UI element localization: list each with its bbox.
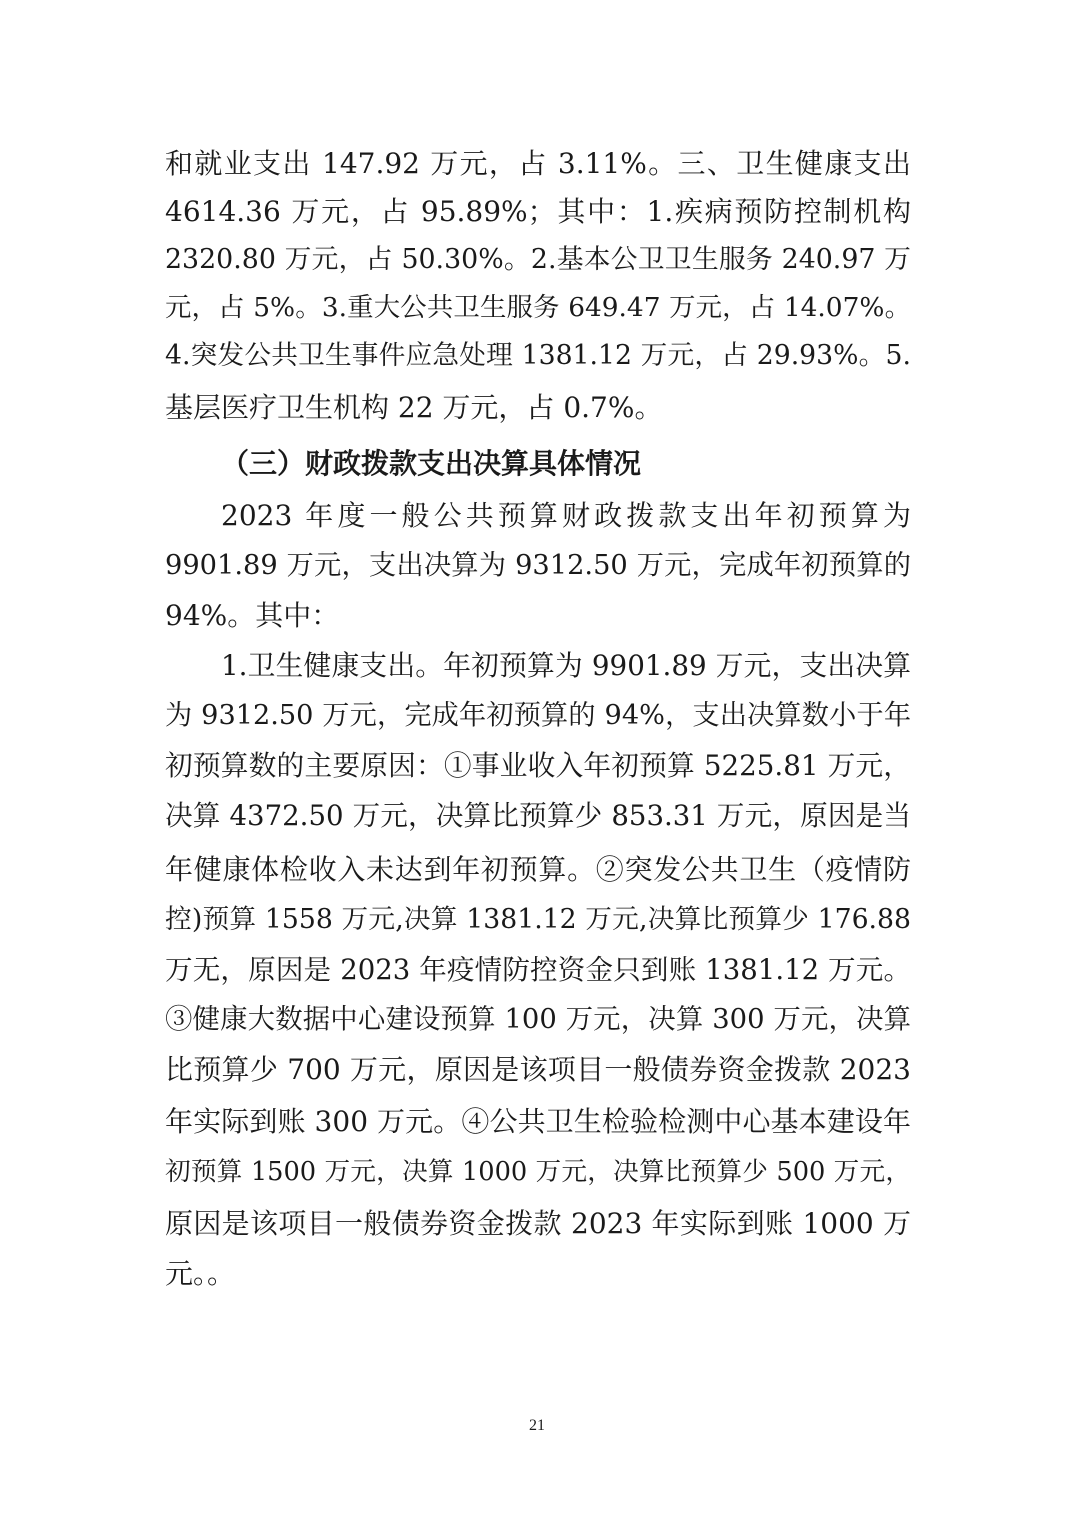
text-line: 控)预算 1558 万元,决算 1381.12 万元,决算比预算少 176.88	[165, 904, 911, 935]
text-line: 万无，原因是 2023 年疫情防控资金只到账 1381.12 万元。	[165, 954, 911, 986]
text-line: 决算 4372.50 万元，决算比预算少 853.31 万元，原因是当	[165, 799, 911, 832]
text-line: ③健康大数据中心建设预算 100 万元，决算 300 万元，决算	[165, 1004, 911, 1035]
text-line: 和就业支出 147.92 万元，占 3.11%。三、卫生健康支出	[165, 147, 911, 180]
text-line: 比预算少 700 万元，原因是该项目一般债券资金拨款 2023	[165, 1053, 911, 1086]
text-line: 元，占 5%。3.重大公共卫生服务 649.47 万元，占 14.07%。	[165, 293, 911, 323]
section-heading: （三）财政拨款支出决算具体情况	[221, 447, 642, 480]
text-line: 2023 年度一般公共预算财政拨款支出年初预算为	[221, 499, 911, 532]
text-line: 年健康体检收入未达到年初预算。②突发公共卫生（疫情防	[165, 853, 911, 886]
text-line: 为 9312.50 万元，完成年初预算的 94%，支出决算数小于年	[165, 700, 911, 731]
text-line: 初预算 1500 万元，决算 1000 万元，决算比预算少 500 万元，	[165, 1157, 911, 1187]
text-line: 初预算数的主要原因：①事业收入年初预算 5225.81 万元，	[165, 749, 911, 782]
page-number: 21	[529, 1417, 545, 1434]
text-line: 4.突发公共卫生事件应急处理 1381.12 万元，占 29.93%。5.	[165, 340, 911, 371]
text-line: 1.卫生健康支出。年初预算为 9901.89 万元，支出决算	[221, 649, 911, 682]
text-line: 元。。	[165, 1257, 236, 1290]
text-line: 基层医疗卫生机构 22 万元，占 0.7%。	[165, 391, 663, 424]
text-line: 94%。其中：	[165, 599, 340, 632]
text-line: 原因是该项目一般债券资金拨款 2023 年实际到账 1000 万	[165, 1207, 911, 1240]
text-line: 9901.89 万元，支出决算为 9312.50 万元，完成年初预算的	[165, 550, 911, 581]
text-line: 2320.80 万元，占 50.30%。2.基本公卫卫生服务 240.97 万	[165, 244, 911, 275]
text-line: 年实际到账 300 万元。④公共卫生检验检测中心基本建设年	[165, 1105, 911, 1138]
text-line: 4614.36 万元，占 95.89%；其中：1.疾病预防控制机构	[165, 195, 911, 228]
